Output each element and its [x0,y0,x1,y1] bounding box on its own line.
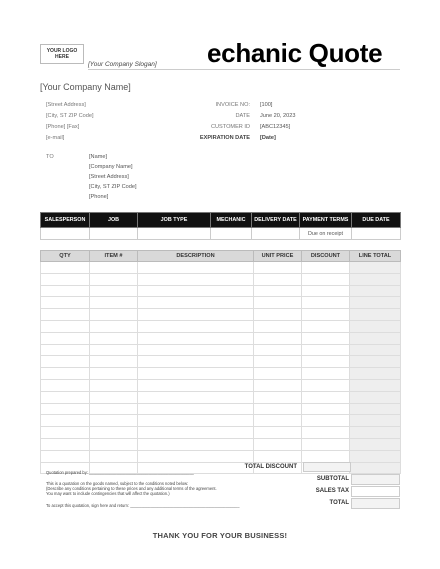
item-number-cell[interactable] [90,273,138,285]
job-table [40,212,401,240]
description-cell[interactable] [138,285,254,297]
invoice-value: [100] [260,102,273,108]
discount-cell[interactable] [302,273,350,285]
line-total-cell[interactable] [350,415,401,427]
table-row [41,450,401,462]
conditions-line-2: (Describe any conditions pertaining to these prices and any additional terms of the agreement. [46,486,217,491]
unit-price-cell[interactable] [254,320,302,332]
col-job: JOB [90,213,138,228]
qty-cell[interactable] [41,332,90,344]
to-name: [Name] [89,154,108,160]
title-divider [88,69,400,70]
unit-price-cell[interactable] [254,450,302,462]
table-row [41,332,401,344]
unit-price-cell[interactable] [254,415,302,427]
line-total-cell[interactable] [350,309,401,321]
total-discount-value[interactable] [303,462,351,472]
qty-cell[interactable] [41,356,90,368]
company-city: [City, ST ZIP Code] [46,113,94,119]
unit-price-cell[interactable] [254,356,302,368]
item-number-cell[interactable] [90,427,138,439]
to-phone: [Phone] [89,194,109,200]
subtotal-label: SUBTOTAL [316,476,349,482]
discount-cell[interactable] [302,427,350,439]
total-value[interactable] [351,498,400,509]
col-salesperson: SALESPERSON [41,213,90,228]
item-number-cell[interactable] [90,438,138,450]
date-value: June 20, 2023 [260,113,296,119]
job-table-header [41,213,401,228]
unit-price-cell[interactable] [254,368,302,380]
qty-cell[interactable] [41,450,90,462]
unit-price-cell[interactable] [254,285,302,297]
col-description: DESCRIPTION [138,251,254,262]
qty-cell[interactable] [41,309,90,321]
item-number-cell[interactable] [90,356,138,368]
total-label: TOTAL [329,500,349,506]
table-row [41,427,401,439]
job-type-cell[interactable] [138,228,211,240]
line-total-cell[interactable] [350,427,401,439]
col-qty: QTY [41,251,90,262]
table-row [41,438,401,450]
unit-price-cell[interactable] [254,332,302,344]
item-number-cell[interactable] [90,379,138,391]
unit-price-cell[interactable] [254,391,302,403]
salesperson-cell[interactable] [41,228,90,240]
table-row [41,368,401,380]
qty-cell[interactable] [41,297,90,309]
to-company: [Company Name] [89,164,133,170]
sales-tax-label: SALES TAX [315,488,349,494]
description-cell[interactable] [138,262,254,274]
item-number-cell[interactable] [90,450,138,462]
customer-label: CUSTOMER ID [210,124,250,130]
company-name: [Your Company Name] [40,82,131,92]
col-unit-price: UNIT PRICE [254,251,302,262]
line-total-cell[interactable] [350,379,401,391]
item-number-cell[interactable] [90,415,138,427]
description-cell[interactable] [138,403,254,415]
col-mechanic: MECHANIC [211,213,252,228]
table-row [41,320,401,332]
logo-text-line1: YOUR LOGO [46,48,78,54]
line-total-cell[interactable] [350,262,401,274]
discount-cell[interactable] [302,320,350,332]
expiration-value: [Date] [260,135,276,141]
discount-cell[interactable] [302,309,350,321]
qty-cell[interactable] [41,262,90,274]
mechanic-cell[interactable] [211,228,252,240]
payment-terms-cell[interactable]: Due on receipt [300,228,352,240]
to-street: [Street Address] [89,174,129,180]
qty-cell[interactable] [41,403,90,415]
table-row [41,262,401,274]
discount-cell[interactable] [302,415,350,427]
item-number-cell[interactable] [90,344,138,356]
unit-price-cell[interactable] [254,297,302,309]
items-table-header [41,251,401,262]
job-cell[interactable] [90,228,138,240]
table-row [41,379,401,391]
accept-signature-line: To accept this quotation, sign here and return: ________________________________________________ [46,503,240,508]
customer-value: [ABC12345] [260,124,291,130]
col-payment-terms: PAYMENT TERMS [300,213,352,228]
description-cell[interactable] [138,273,254,285]
table-row [41,391,401,403]
col-item-number: ITEM # [90,251,138,262]
line-total-cell[interactable] [350,344,401,356]
description-cell[interactable] [138,450,254,462]
table-row [41,344,401,356]
job-row [41,228,401,240]
discount-cell[interactable] [302,344,350,356]
line-total-cell[interactable] [350,285,401,297]
description-cell[interactable] [138,297,254,309]
qty-cell[interactable] [41,344,90,356]
line-total-cell[interactable] [350,403,401,415]
to-label: TO [46,154,54,160]
invoice-label: INVOICE NO: [215,102,250,108]
table-row [41,297,401,309]
item-number-cell[interactable] [90,391,138,403]
description-cell[interactable] [138,332,254,344]
qty-cell[interactable] [41,273,90,285]
prepared-by-line: Quotation prepared by: ______________________________________________ [46,470,194,475]
table-row [41,415,401,427]
line-total-cell[interactable] [350,297,401,309]
discount-cell[interactable] [302,391,350,403]
unit-price-cell[interactable] [254,309,302,321]
qty-cell[interactable] [41,427,90,439]
sales-tax-value[interactable] [351,486,400,497]
discount-cell[interactable] [302,297,350,309]
col-line-total: LINE TOTAL [350,251,401,262]
description-cell[interactable] [138,344,254,356]
page-title: echanic Quote [207,38,383,68]
description-cell[interactable] [138,320,254,332]
company-email: [e-mail] [46,135,65,141]
unit-price-cell[interactable] [254,273,302,285]
company-logo [40,44,84,64]
unit-price-cell[interactable] [254,379,302,391]
item-number-cell[interactable] [90,368,138,380]
line-total-cell[interactable] [350,438,401,450]
discount-cell[interactable] [302,438,350,450]
discount-cell[interactable] [302,332,350,344]
discount-cell[interactable] [302,356,350,368]
thank-you-message: THANK YOU FOR YOUR BUSINESS! [152,531,288,540]
unit-price-cell[interactable] [254,344,302,356]
delivery-date-cell[interactable] [252,228,300,240]
discount-cell[interactable] [302,262,350,274]
due-date-cell[interactable] [352,228,401,240]
qty-cell[interactable] [41,438,90,450]
table-row [41,356,401,368]
to-city: [City, ST ZIP Code] [89,184,137,190]
unit-price-cell[interactable] [254,427,302,439]
items-table-body [41,262,401,474]
items-table [40,250,401,474]
company-phone: [Phone] [Fax] [46,124,80,130]
subtotal-value[interactable] [351,474,400,485]
logo-text-line2: HERE [55,54,69,60]
discount-cell[interactable] [302,285,350,297]
expiration-label: EXPIRATION DATE [199,135,250,141]
qty-cell[interactable] [41,379,90,391]
unit-price-cell[interactable] [254,262,302,274]
qty-cell[interactable] [41,320,90,332]
description-cell[interactable] [138,427,254,439]
table-row [41,309,401,321]
total-discount-label: TOTAL DISCOUNT [244,464,297,470]
col-delivery-date: DELIVERY DATE [252,213,300,228]
conditions-line-3: You may want to include contingencies that will affect the quotation.) [46,491,170,496]
item-number-cell[interactable] [90,297,138,309]
company-slogan: [Your Company Slogan] [88,61,157,68]
description-cell[interactable] [138,391,254,403]
company-street: [Street Address] [46,102,86,108]
item-number-cell[interactable] [90,262,138,274]
qty-cell[interactable] [41,391,90,403]
description-cell[interactable] [138,368,254,380]
item-number-cell[interactable] [90,332,138,344]
item-number-cell[interactable] [90,320,138,332]
description-cell[interactable] [138,438,254,450]
description-cell[interactable] [138,356,254,368]
col-discount: DISCOUNT [302,251,350,262]
line-total-cell[interactable] [350,368,401,380]
col-job-type: JOB TYPE [138,213,211,228]
unit-price-cell[interactable] [254,438,302,450]
conditions-line-1: This is a quotation on the goods named, subject to the conditions noted below: [46,481,189,486]
description-cell[interactable] [138,379,254,391]
qty-cell[interactable] [41,285,90,297]
discount-cell[interactable] [302,403,350,415]
col-due-date: DUE DATE [352,213,401,228]
line-total-cell[interactable] [350,356,401,368]
item-number-cell[interactable] [90,403,138,415]
line-total-cell[interactable] [350,450,401,462]
date-label: DATE [235,113,250,119]
unit-price-cell[interactable] [254,403,302,415]
discount-cell[interactable] [302,368,350,380]
item-number-cell[interactable] [90,285,138,297]
line-total-cell[interactable] [350,320,401,332]
line-total-cell[interactable] [350,332,401,344]
description-cell[interactable] [138,415,254,427]
qty-cell[interactable] [41,368,90,380]
table-row [41,273,401,285]
line-total-cell[interactable] [350,391,401,403]
discount-cell[interactable] [302,450,350,462]
table-row [41,285,401,297]
item-number-cell[interactable] [90,309,138,321]
line-total-cell[interactable] [350,273,401,285]
description-cell[interactable] [138,309,254,321]
discount-cell[interactable] [302,379,350,391]
line-total-cell[interactable] [350,462,401,474]
qty-cell[interactable] [41,415,90,427]
table-row [41,403,401,415]
